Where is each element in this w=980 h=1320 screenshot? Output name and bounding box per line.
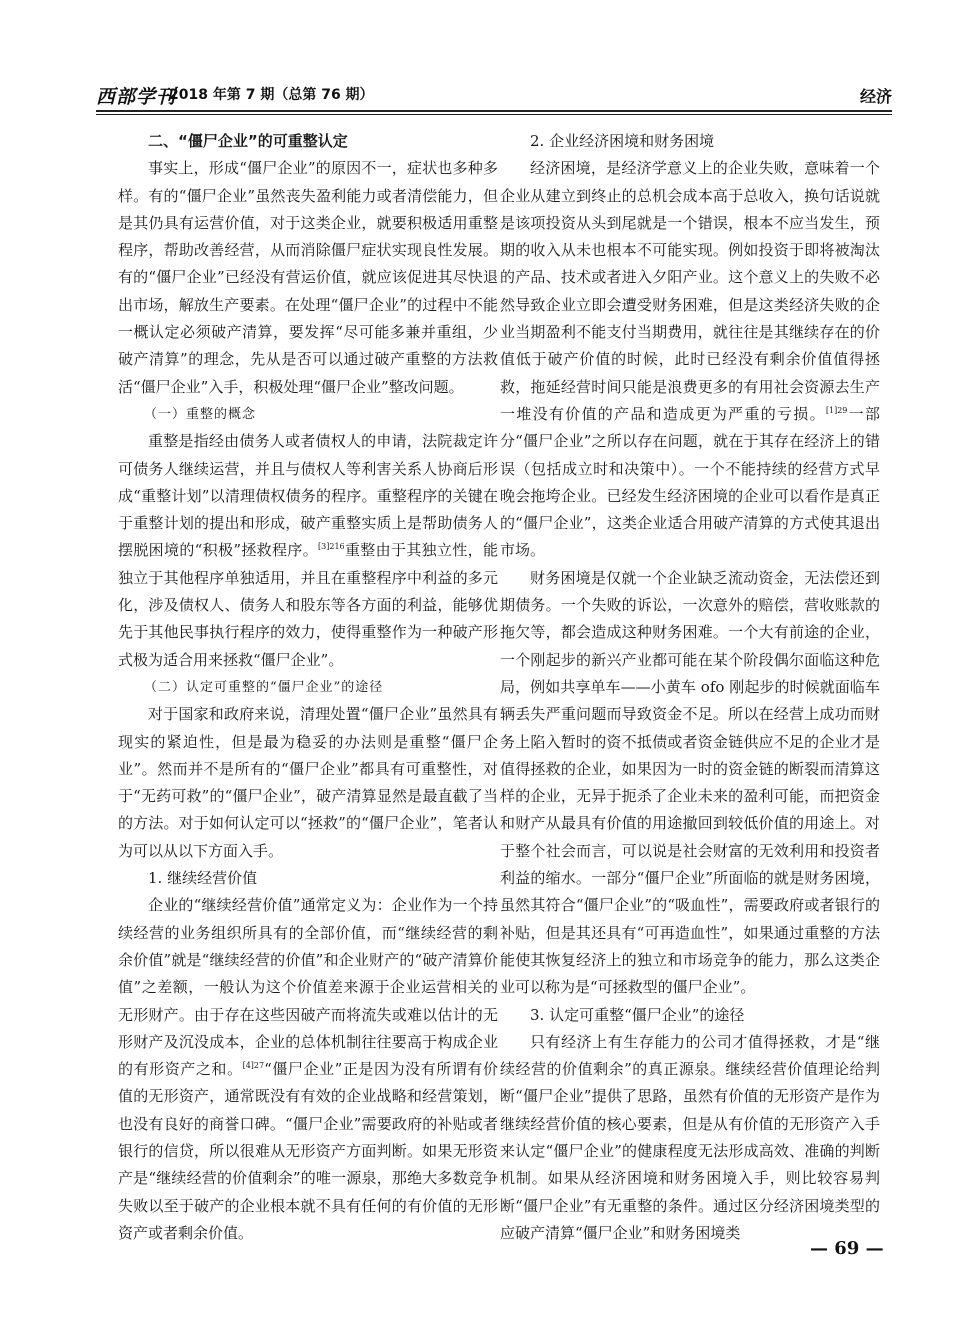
right-column [500,128,880,1247]
journal-logo: 西部学刊 [96,86,177,108]
subsection-heading: （二）认定可重整的“僵尸企业”的途径 [144,679,384,695]
paragraph: 事实上，形成“僵尸企业”的原因不一，症状也多种多样。有的“僵尸企业”虽然丧失盈利能力或者清偿能力，但是其仍具有运营价值，对于这类企业，就要积极适用重整程序，帮助改善经营，从而消除僵尸症状实现良性发展。有的“僵尸企业”已经没有营运价值，就应该促进其尽快退出市场，解放生产要素。在处理“僵尸企业”的过程中不能一概认定必须破产清算，要发挥“尽可能多兼并重组，少破产清算”的理念，先从是否可以通过破产重整的方法救活“僵尸企业”入手，积极处理“僵尸企业”整改问题。 [118,159,498,396]
paragraph-text: “僵尸企业”正是因为没有所谓有价值的无形资产，通常既没有有效的企业战略和经营策划，也没有良好的商誉口碑。“僵尸企业”需要政府的补贴或者银行的信贷，所以很难从无形资产方面判断。如果无形资产是“继续经营的价值剩余”的唯一源泉，那绝大多数竞争失败以至于破产的企业根本就不具有任何的有价值的无形资产或者剩余价值。 [118,1060,498,1242]
paragraph: 财务困境是仅就一个企业缺乏流动资金，无法偿还到期债务。一个失败的诉讼，一次意外的赔偿，营收账款的拖欠等，都会造成这种财务困难。一个大有前途的企业，一个刚起步的新兴产业都可能在某个阶段偶尔面临这种危局，例如共享单车——小黄车 ofo 刚起步的时候就面临车辆丢失严重问题而导致资金不足。所以在经营上成功而财务上陷入暂时的资不抵债或者资金链供应不足的企业才是值得拯救的企业，如果因为一时的资金链的断裂而清算这样的企业，无异于扼杀了企业未来的盈利可能，而把资金和财产从最具有价值的用途撤回到较低价值的用途上。对于整个社会而言，可以说是社会财富的无效利用和投资者利益的缩水。一部分“僵尸企业”所面临的就是财务困境，虽然其符合“僵尸企业”的“吸血性”，需要政府或者银行的补贴，但是其还具有“可再造血性”，如果通过重整的方法能使其恢复经济上的独立和市场竞争的能力，那么这类企业可以称为是“可拯救型的僵尸企业”。 [500,568,880,997]
citation-ref: [3]216 [318,542,345,552]
citation-ref: [1]29 [825,405,848,415]
paragraph-text: 一部分“僵尸企业”之所以存在问题，就在于其存在经济上的错误（包括成立时和决策中）。一个不能持续的经营方式早晚会拖垮企业。已经发生经济困境的企业可以看作是真正的“僵尸企业”，这类企业适合用破产清算的方式使其退出市场。 [500,404,880,560]
header-rule-thin [96,114,892,115]
citation-ref: [4]27 [242,1061,265,1071]
section-label: 经济 [859,87,892,106]
header-rule [96,110,892,112]
left-column [118,128,498,1247]
page-header [96,82,892,108]
issue-info: 2018 年第 7 期（总第 76 期） [169,87,374,103]
paragraph-text: 重整由于其独立性，能独立于其他程序单独适用，并且在重整程序中利益的多元化，涉及债权人、债务人和股东等各方面的利益，能够优先于其他民事执行程序的效力，使得重整作为一种破产形式极为适合用来拯救“僵尸企业”。 [118,541,498,669]
paragraph: 对于国家和政府来说，清理处置“僵尸企业”虽然具有现实的紧迫性，但是最为稳妥的办法则是重整“僵尸企业”。然而并不是所有的“僵尸企业”都具有可重整性，对于“无药可救”的“僵尸企业”，破产清算显然是最直截了当的方法。对于如何认定可以“拯救”的“僵尸企业”，笔者认为可以从以下方面入手。 [118,705,498,860]
section-heading: 二、“僵尸企业”的可重整认定 [148,132,348,150]
subsubsection-heading: 1. 继续经营价值 [148,869,258,888]
paragraph-text: 经济困境，是经济学意义上的企业失败，意味着一个企业从建立到终止的总机会成本高于总收入，换句话说就是该项投资从头到尾就是一个错误，根本不应当发生，预期的收入从未也根本不可能实现。例如投资于即将被淘汰的产品、技术或者进入夕阳产业。这个意义上的失败不必然导致企业立即会遭受财务困难，但是这类经济失败的企业当期盈利不能支付当期费用，就往往是其继续存在的价值低于破产价值的时候，此时已经没有剩余价值值得拯救，拖延经营时间只能是浪费更多的有用社会资源去生产一堆没有价值的产品和造成更为严重的亏损。 [500,159,880,423]
paragraph-text: 重整是指经由债务人或者债权人的申请，法院裁定许可债务人继续运营，并且与债权人等利害关系人协商后形成“重整计划”以清理债权债务的程序。重整程序的关键在于重整计划的提出和形成，破产重整实质上是帮助债务人摆脱困境的“积极”拯救程序。 [118,432,498,560]
paragraph [118,428,498,674]
paragraph [500,155,880,564]
page-number: — 69 — [810,1238,884,1259]
paragraph [118,892,498,1247]
paragraph-text: 企业的“继续经营价值”通常定义为：企业作为一个持续经营的业务组织所具有的全部价值，而“继续经营的剩余价值”就是“继续经营的价值”和企业财产的“破产清算价值”之差额，一般认为这个价值差来源于企业运营相关的无形财产。由于存在这些因破产而将流失或难以估计的无形财产及沉没成本，企业的总体机制往往要高于构成企业的有形资产之和。 [118,896,498,1079]
paragraph: 只有经济上有生存能力的公司才值得拯救，才是“继续经营的价值剩余”的真正源泉。继续经营价值理论给判断“僵尸企业”提供了思路，虽然有价值的无形资产是作为继续经营价值的核心要素，但是从有价值的无形资产入手来认定“僵尸企业”的健康程度无法形成高效、准确的判断机制。如果从经济困境和财务困境入手，则比较容易判断“僵尸企业”有无重整的条件。通过区分经济困境类型的应破产清算“僵尸企业”和财务困境类 [500,1032,880,1242]
subsubsection-heading: 3. 认定可重整“僵尸企业”的途径 [530,1005,745,1024]
subsubsection-heading: 2. 企业经济困境和财务困境 [530,132,715,150]
subsection-heading: （一）重整的概念 [144,406,257,422]
